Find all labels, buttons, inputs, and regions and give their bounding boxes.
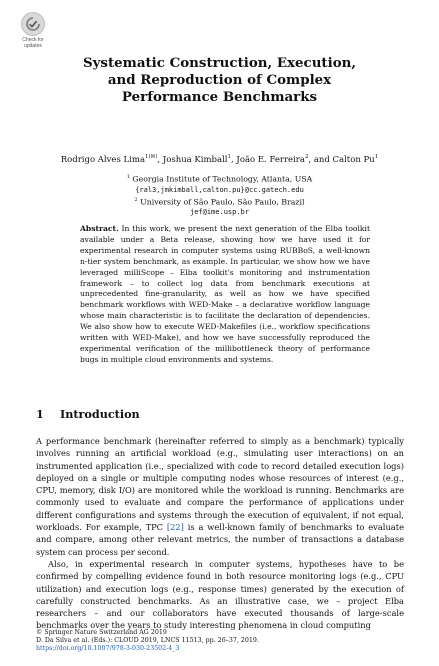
- affiliation-2-email[interactable]: jef@ime.usp.br: [189, 208, 249, 217]
- title-line: and Reproduction of Complex: [107, 72, 332, 88]
- citation-link[interactable]: [22]: [166, 522, 184, 533]
- body-text: [36, 435, 404, 632]
- paragraph: Also, in experimental research in computer systems, hypotheses have to be confirmed by compelling evidence found in both resource monitoring logs (e.g., CPU utilization) and execution logs (e.g., response times) generated by the execution of carefully constructed benchmarks. As an illustrative case, we – project Elba researchers – and our collaborators have executed thousands of large-scale benchmarks over the years to study interesting phenomena in cloud computing: [36, 558, 404, 631]
- copyright-line: © Springer Nature Switzerland AG 2019: [36, 629, 167, 636]
- section-number: 1: [36, 407, 44, 421]
- author-sup: 1: [374, 154, 379, 160]
- check-updates-icon: [21, 12, 45, 36]
- title-line: Performance Benchmarks: [121, 89, 318, 105]
- author-sup: 1: [227, 154, 232, 160]
- author-name: Calton Pu: [332, 154, 375, 165]
- affiliation-1: $^1$ Georgia Institute of Technology, Atlanta, USA: [126, 174, 313, 184]
- doi-link[interactable]: https://doi.org/10.1007/978-3-030-23502-4_3: [36, 645, 180, 652]
- author-name: Rodrigo Alves Lima: [60, 154, 146, 165]
- author-name: João E. Ferreira: [236, 154, 305, 165]
- paper-title: [0, 55, 439, 106]
- abstract-label: Abstract.: [80, 224, 119, 233]
- author-sup: 2: [304, 154, 309, 160]
- check-for-updates-badge[interactable]: [20, 12, 46, 49]
- author-list: Rodrigo Alves Lima$^{1(✉)}$, Joshua Kimball$^1$, João E. Ferreira$^2$, and Calton Pu$^1$: [60, 154, 379, 165]
- author-name: Joshua Kimball: [162, 154, 228, 165]
- section-heading: [36, 407, 140, 421]
- badge-label: Check for updates: [22, 37, 44, 49]
- affiliation-1-email[interactable]: {ral3,jmkimball,calton.pu}@cc.gatech.edu: [135, 185, 304, 194]
- paragraph: A performance benchmark (hereinafter referred to simply as a benchmark) typically involves running an artificial workload (e.g., simulating user interactions) on an instrumented application (i.e., specialized with code to record detailed execution logs) deployed on a single or multiple computing nodes whose resources of interest (e.g., CPU, memory, disk I/O) are monitored while the workload is running. Benchmarks are commonly used to evaluate and compare the performance of applications under different configurations and systems through the execution of equivalent, if not equal, workloads. For example, TPC [22] is a well-known family of benchmarks to evaluate and compare, among other relevant metrics, the number of transactions a database system can process per second.: [36, 436, 404, 557]
- affiliations: [0, 172, 439, 217]
- citation-line: D. Da Silva et al. (Eds.): CLOUD 2019, LNCS 11513, pp. 26–37, 2019.: [36, 637, 259, 644]
- abstract-text: In this work, we present the next generation of the Elba toolkit available under a Beta release, showing how we have used it for experimental research in computer systems using RUBBoS, a well-known n-tier system benchmark, as example. In particular, we show how we have leveraged milliScope – Elba toolkit's monitoring and instrumentation framework – to collect log data from benchmark executions at unprecedented fine-granularity, as well as how we have specified benchmark workflows with WED-Make – a declarative workflow language whose main characteristic is to facilitate the declaration of dependencies. We also show how to execute WED-Makefiles (i.e., workflow specifications written with WED-Make), and how we have successfully reproduced the experimental verification of the millibottleneck theory of performance bugs in multiple cloud environments and systems.: [80, 224, 370, 364]
- affiliation-2: $^2$ University of São Paulo, São Paulo, Brazil: [134, 196, 305, 207]
- title-line: Systematic Construction, Execution,: [82, 55, 357, 71]
- author-sup: 1(✉): [145, 154, 158, 160]
- footnote: [36, 629, 404, 653]
- section-title: Introduction: [60, 407, 140, 421]
- abstract: [80, 224, 370, 366]
